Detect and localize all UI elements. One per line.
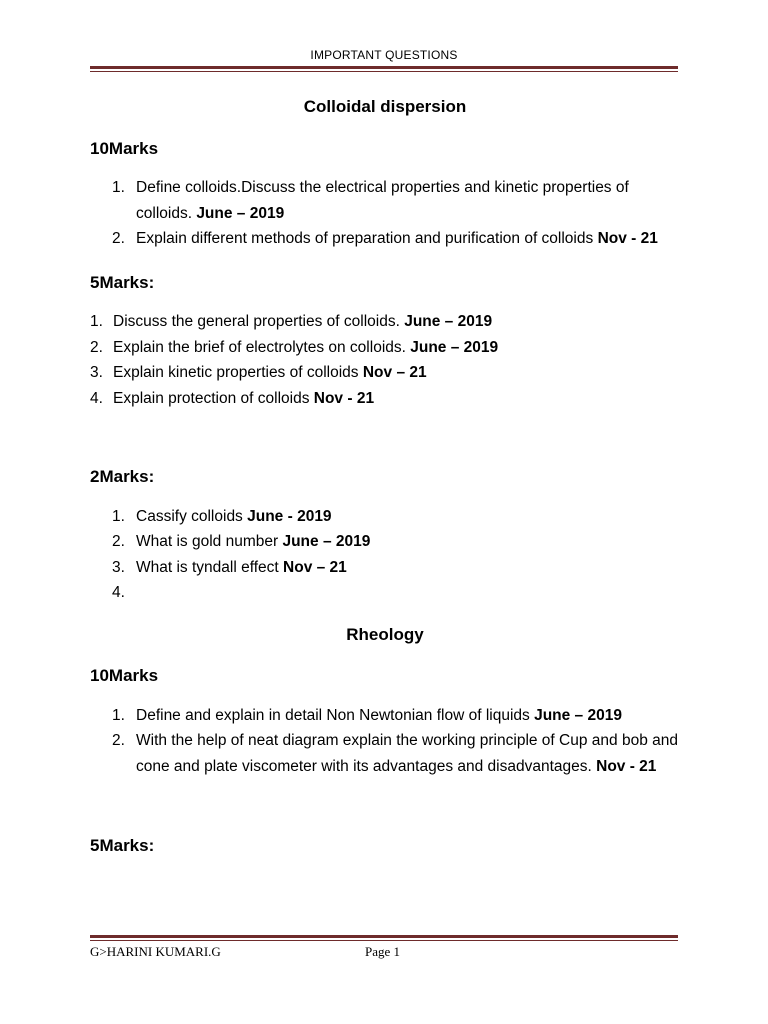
- list-item: 2. Explain the brief of electrolytes on colloids. June – 2019: [90, 338, 499, 356]
- list-10marks-rheology: [90, 703, 680, 780]
- list-item: 2. With the help of neat diagram explain the working principle of Cup and bob and cone and plate viscometer with its advantages and disadvantages. Nov - 21: [112, 732, 678, 775]
- list-item: 1. Define colloids.Discuss the electrical properties and kinetic properties of colloids. June – 2019: [112, 179, 629, 222]
- list-item: 1. Define and explain in detail Non Newtonian flow of liquids June – 2019: [112, 706, 622, 724]
- list-5marks-colloidal: [90, 309, 680, 411]
- list-item: 4.: [112, 584, 125, 601]
- list-item: 1. Discuss the general properties of colloids. June – 2019: [90, 313, 493, 330]
- list-10marks-colloidal: [90, 175, 680, 252]
- list-item: 3. Explain kinetic properties of colloids Nov – 21: [90, 364, 427, 381]
- list-2marks-colloidal: [90, 504, 680, 606]
- list-item: 1. Cassify colloids June - 2019: [112, 507, 332, 525]
- header-rule: [90, 66, 678, 72]
- heading-5marks-rheology: 5Marks:: [90, 836, 155, 855]
- page-header-title: IMPORTANT QUESTIONS: [310, 48, 458, 62]
- heading-2marks-colloidal: 2Marks:: [90, 467, 155, 486]
- heading-10marks-rheology: 10Marks: [90, 666, 159, 685]
- list-item: 2. What is gold number June – 2019: [112, 533, 371, 550]
- footer-page-number: Page 1: [365, 944, 401, 959]
- list-item: 2. Explain different methods of preparation and purification of colloids Nov - 21: [112, 230, 658, 247]
- document-body: [90, 94, 680, 859]
- list-item: 4. Explain protection of colloids Nov - 21: [90, 389, 375, 407]
- section-title-rheology: Rheology: [346, 624, 424, 644]
- heading-5marks-colloidal: 5Marks:: [90, 272, 155, 292]
- heading-10marks-colloidal: 10Marks: [90, 138, 159, 158]
- footer-rule: [90, 935, 678, 941]
- list-item: 3. What is tyndall effect Nov – 21: [112, 558, 347, 576]
- footer-author: G>HARINI KUMARI.G: [90, 944, 221, 959]
- section-title-colloidal: Colloidal dispersion: [303, 97, 467, 116]
